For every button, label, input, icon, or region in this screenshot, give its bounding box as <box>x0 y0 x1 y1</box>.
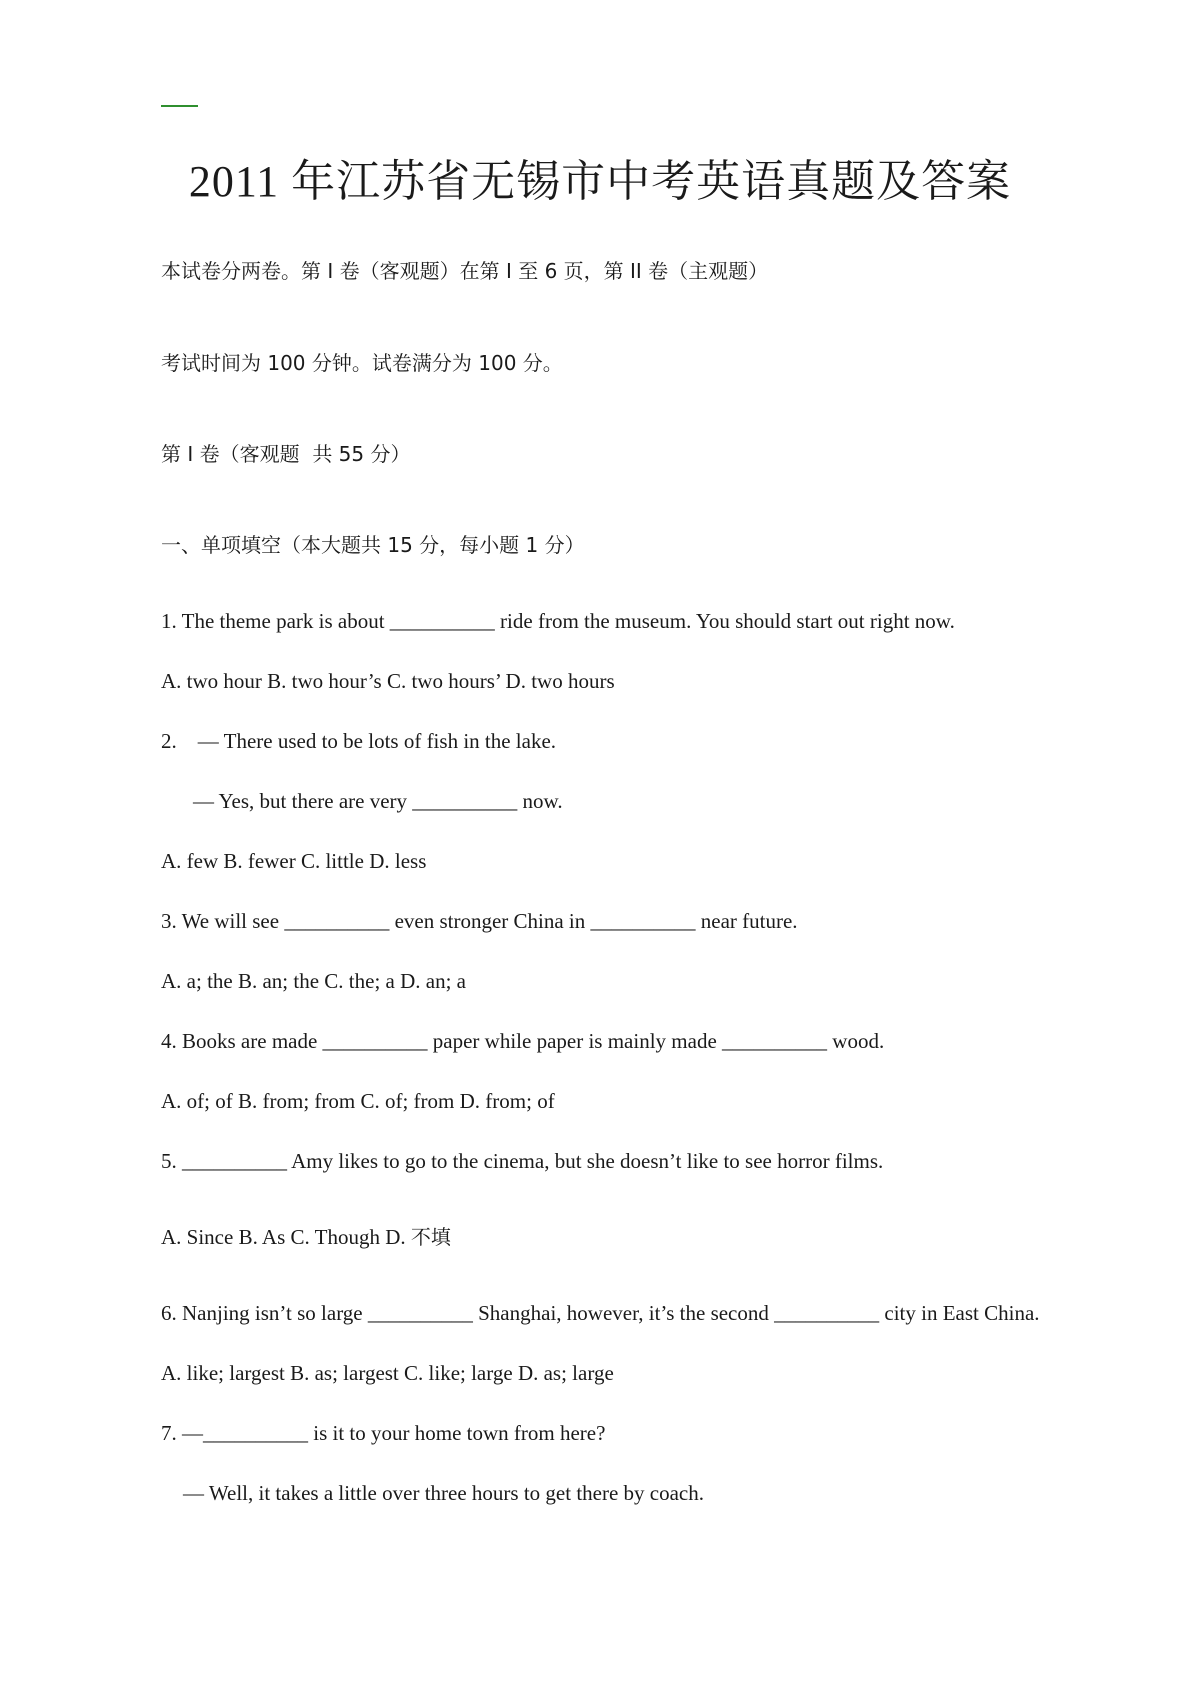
part1-heading: 第 I 卷（客观题 共 55 分） <box>161 442 411 466</box>
intro-paper-structure: 本试卷分两卷。第 I 卷（客观题）在第 I 至 6 页，第 II 卷（主观题） <box>161 259 769 283</box>
question-2-stem-b: — Yes, but there are very __________ now. <box>193 789 563 813</box>
question-1-options: A. two hour B. two hour’s C. two hours’ D. two hours <box>161 669 615 693</box>
section1-heading: 一、单项填空（本大题共 15 分，每小题 1 分） <box>161 533 585 557</box>
question-6-options: A. like; largest B. as; largest C. like; large D. as; large <box>161 1361 614 1385</box>
question-5-options-text: A. Since B. As C. Though D. <box>161 1225 406 1249</box>
intro-exam-time: 考试时间为 100 分钟。试卷满分为 100 分。 <box>161 351 563 375</box>
question-5-options-cn: 不填 <box>410 1225 451 1249</box>
question-2-stem-a: 2. — There used to be lots of fish in the lake. <box>161 729 557 753</box>
question-7-stem-a: 7. —__________ is it to your home town from here? <box>161 1421 606 1445</box>
question-5-options <box>161 1224 451 1250</box>
question-4-options: A. of; of B. from; from C. of; from D. from; of <box>161 1089 555 1113</box>
document-title: 2011 年江苏省无锡市中考英语真题及答案 <box>188 157 1012 206</box>
accent-line <box>161 105 198 107</box>
question-5-stem: 5. __________ Amy likes to go to the cinema, but she doesn’t like to see horror films. <box>161 1149 884 1173</box>
question-1-stem: 1. The theme park is about __________ ride from the museum. You should start out right now. <box>161 609 955 633</box>
question-2-options: A. few B. fewer C. little D. less <box>161 849 427 873</box>
question-6-stem: 6. Nanjing isn’t so large __________ Shanghai, however, it’s the second __________ city in East China. <box>161 1301 1040 1325</box>
question-3-options: A. a; the B. an; the C. the; a D. an; a <box>161 969 467 993</box>
question-7-stem-b: — Well, it takes a little over three hours to get there by coach. <box>183 1481 705 1505</box>
question-3-stem: 3. We will see __________ even stronger China in __________ near future. <box>161 909 798 933</box>
question-4-stem: 4. Books are made __________ paper while paper is mainly made __________ wood. <box>161 1029 885 1053</box>
